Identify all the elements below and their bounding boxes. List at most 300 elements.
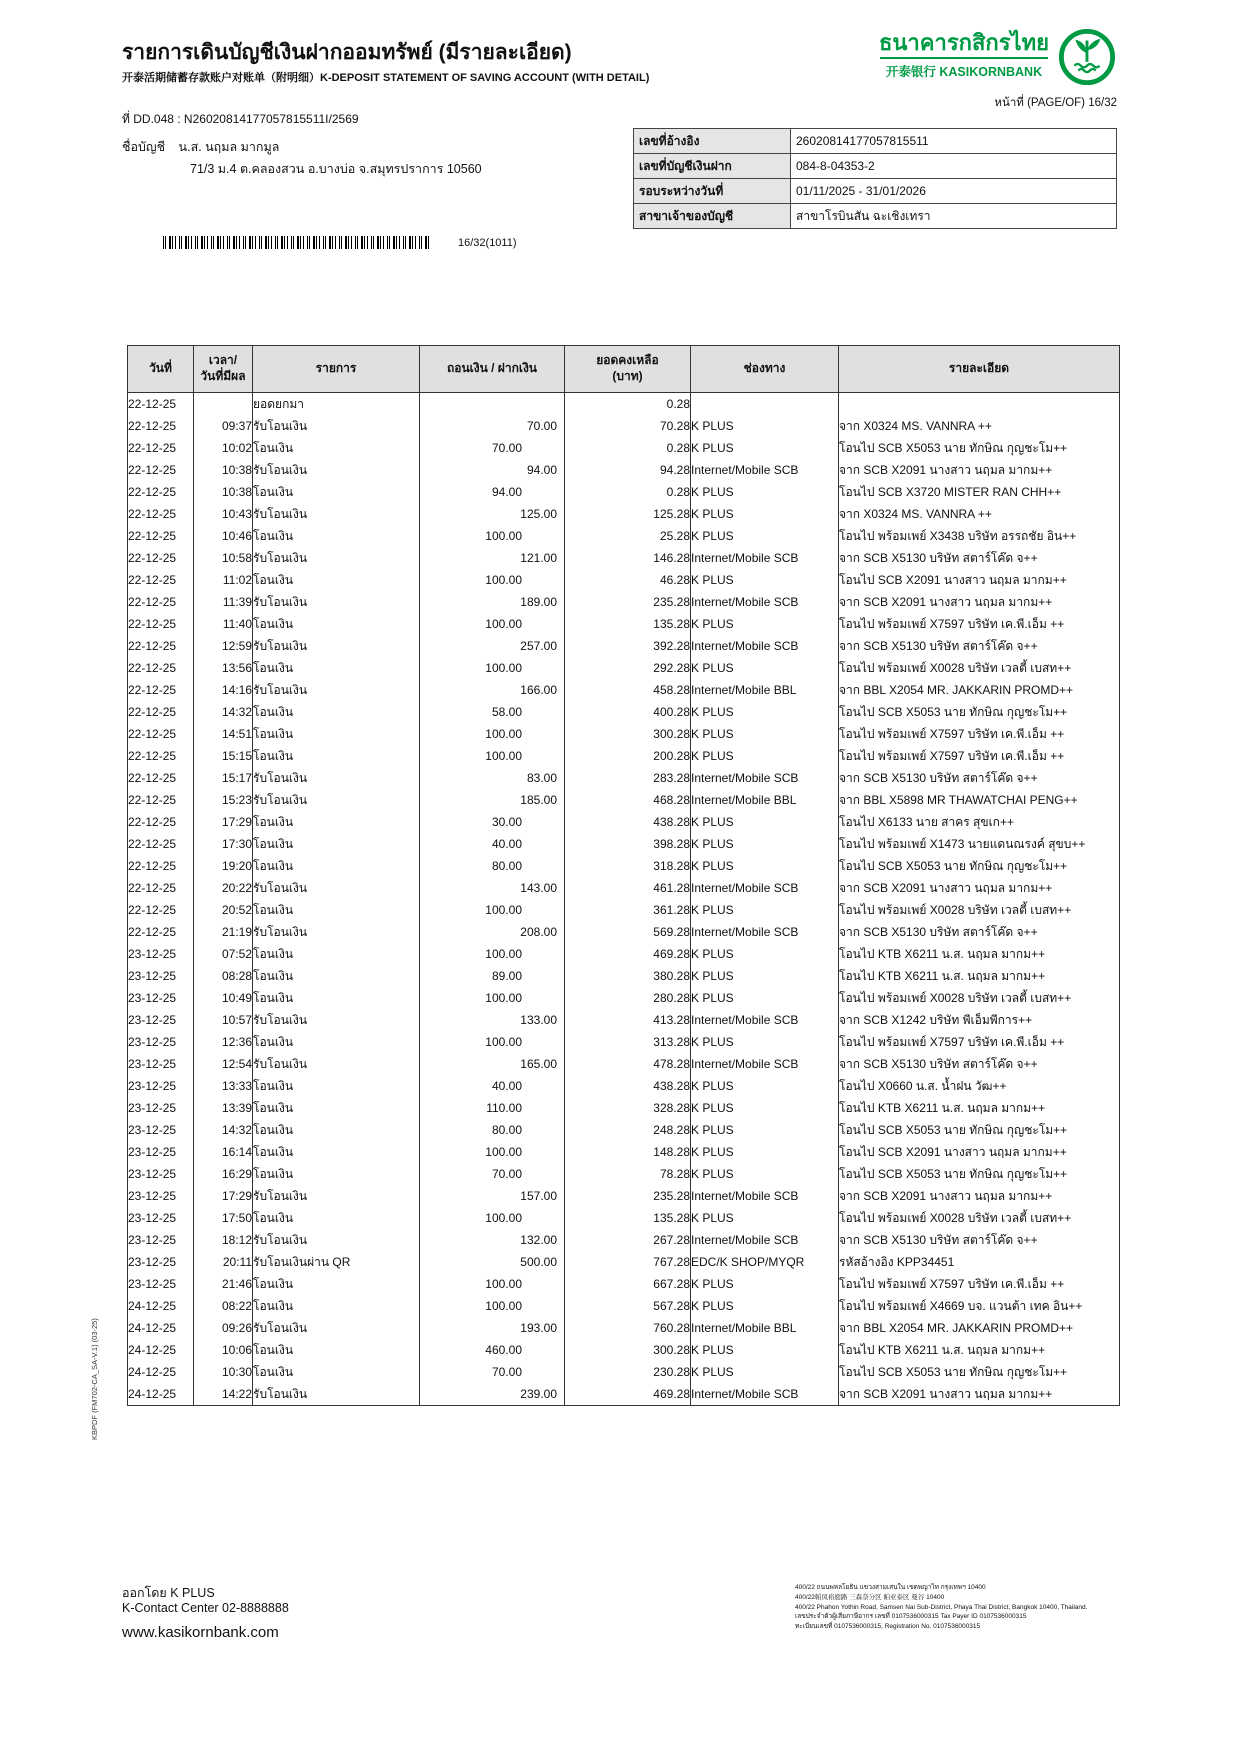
transaction-type: รับโอนเงิน	[253, 1009, 420, 1031]
transaction-detail: จาก SCB X2091 นางสาว นฤมล มากม++	[839, 1383, 1120, 1406]
transaction-row	[128, 657, 1120, 679]
deposit-amount: 189.00	[520, 595, 557, 609]
withdrawal-amount: 100.00	[485, 661, 522, 675]
transaction-date: 22-12-25	[128, 899, 194, 921]
transaction-time: 15:23	[194, 789, 253, 811]
account-name-value: น.ส. นฤมล มากมูล	[178, 140, 280, 154]
transaction-balance: 438.28	[565, 811, 691, 833]
transaction-row	[128, 1053, 1120, 1075]
transaction-amount	[420, 833, 565, 855]
contact-center-text: K-Contact Center 02-8888888	[122, 1601, 289, 1615]
transaction-date: 22-12-25	[128, 459, 194, 481]
transaction-amount	[420, 1273, 565, 1295]
transaction-detail: จาก SCB X5130 บริษัท สตาร์โค๊ด จ++	[839, 921, 1120, 943]
transaction-amount	[420, 547, 565, 569]
account-info-row	[634, 179, 1117, 204]
withdrawal-amount: 100.00	[485, 1035, 522, 1049]
bank-address-line: 400/22 ถนนพหลโยธิน แขวงสามเสนใน เขตพญาไท กรุงเทพฯ 10400	[795, 1584, 986, 1591]
transactions-table	[127, 345, 1120, 1406]
withdrawal-amount: 94.00	[491, 485, 522, 499]
transaction-channel: Internet/Mobile BBL	[691, 679, 839, 701]
transaction-channel: K PLUS	[691, 569, 839, 591]
withdrawal-amount: 70.00	[491, 441, 522, 455]
transaction-detail: จาก BBL X2054 MR. JAKKARIN PROMD++	[839, 679, 1120, 701]
transaction-type: โอนเงิน	[253, 1163, 420, 1185]
transaction-detail: โอนไป พร้อมเพย์ X0028 บริษัท เวลตี้ เบสท++	[839, 1207, 1120, 1229]
transaction-balance: 667.28	[565, 1273, 691, 1295]
transaction-balance: 392.28	[565, 635, 691, 657]
transaction-amount	[420, 1295, 565, 1317]
transaction-row	[128, 833, 1120, 855]
transaction-type: โอนเงิน	[253, 855, 420, 877]
transaction-channel: Internet/Mobile SCB	[691, 1053, 839, 1075]
transaction-type: โอนเงิน	[253, 701, 420, 723]
transaction-balance: 478.28	[565, 1053, 691, 1075]
withdrawal-amount: 100.00	[485, 1145, 522, 1159]
transaction-type: รับโอนเงิน	[253, 459, 420, 481]
transaction-row	[128, 1273, 1120, 1295]
transaction-channel: K PLUS	[691, 1075, 839, 1097]
transaction-channel: Internet/Mobile SCB	[691, 921, 839, 943]
transaction-row	[128, 877, 1120, 899]
transaction-detail: จาก SCB X2091 นางสาว นฤมล มากม++	[839, 877, 1120, 899]
transaction-detail: จาก BBL X5898 MR THAWATCHAI PENG++	[839, 789, 1120, 811]
deposit-amount: 239.00	[520, 1387, 557, 1401]
transaction-channel: Internet/Mobile SCB	[691, 547, 839, 569]
bank-address-line: 400/22帕凤裕庭路 三森奈分区 帕亚泰区 曼谷 10400	[795, 1593, 945, 1601]
transaction-row	[128, 811, 1120, 833]
deposit-amount: 70.00	[526, 419, 557, 433]
transaction-type: โอนเงิน	[253, 1207, 420, 1229]
info-label: เลขที่บัญชีเงินฝาก	[634, 154, 791, 179]
transaction-time: 09:37	[194, 415, 253, 437]
transaction-type: รับโอนเงิน	[253, 767, 420, 789]
transaction-detail: จาก SCB X5130 บริษัท สตาร์โค๊ด จ++	[839, 1053, 1120, 1075]
transaction-time: 10:02	[194, 437, 253, 459]
transaction-amount	[420, 1339, 565, 1361]
header-balance	[565, 346, 691, 393]
withdrawal-amount: 100.00	[485, 903, 522, 917]
transaction-detail: โอนไป พร้อมเพย์ X0028 บริษัท เวลตี้ เบสท++	[839, 657, 1120, 679]
form-code-vertical-text: KBPDF (FM702-CA_SA-V.1) (03-25)	[90, 1318, 99, 1440]
transaction-time: 10:49	[194, 987, 253, 1009]
document-number: ที่ DD.048 : N26020814177057815511I/2569	[122, 112, 359, 126]
transaction-date: 23-12-25	[128, 1097, 194, 1119]
transaction-detail: จาก SCB X5130 บริษัท สตาร์โค๊ด จ++	[839, 767, 1120, 789]
transaction-channel: K PLUS	[691, 833, 839, 855]
transaction-amount	[420, 855, 565, 877]
withdrawal-amount: 80.00	[491, 859, 522, 873]
transaction-detail: โอนไป พร้อมเพย์ X7597 บริษัท เค.พี.เอ็ม ++	[839, 723, 1120, 745]
transaction-amount	[420, 1185, 565, 1207]
transaction-time: 10:58	[194, 547, 253, 569]
transaction-detail: โอนไป KTB X6211 น.ส. นฤมล มากม++	[839, 1339, 1120, 1361]
transaction-channel: Internet/Mobile SCB	[691, 459, 839, 481]
withdrawal-amount: 40.00	[491, 837, 522, 851]
transaction-channel: K PLUS	[691, 613, 839, 635]
info-value: 01/11/2025 - 31/01/2026	[791, 179, 1117, 204]
withdrawal-amount: 58.00	[491, 705, 522, 719]
transaction-date: 23-12-25	[128, 1251, 194, 1273]
transaction-time: 16:14	[194, 1141, 253, 1163]
info-value: สาขาโรบินสัน ฉะเชิงเทรา	[791, 204, 1117, 229]
transaction-time: 14:51	[194, 723, 253, 745]
transaction-amount	[420, 1075, 565, 1097]
transaction-date: 22-12-25	[128, 811, 194, 833]
transaction-time: 18:12	[194, 1229, 253, 1251]
transaction-time: 14:32	[194, 701, 253, 723]
transaction-row	[128, 899, 1120, 921]
transaction-balance: 25.28	[565, 525, 691, 547]
transaction-amount	[420, 481, 565, 503]
transaction-detail: จาก SCB X2091 นางสาว นฤมล มากม++	[839, 459, 1120, 481]
transaction-balance: 230.28	[565, 1361, 691, 1383]
transaction-time: 14:16	[194, 679, 253, 701]
deposit-amount: 125.00	[520, 507, 557, 521]
transaction-date: 23-12-25	[128, 1119, 194, 1141]
transaction-type: รับโอนเงินผ่าน QR	[253, 1251, 420, 1273]
transaction-type: โอนเงิน	[253, 1273, 420, 1295]
transaction-row	[128, 613, 1120, 635]
transaction-channel: Internet/Mobile SCB	[691, 591, 839, 613]
deposit-amount: 143.00	[520, 881, 557, 895]
transaction-amount	[420, 965, 565, 987]
transaction-amount	[420, 767, 565, 789]
transaction-time: 10:30	[194, 1361, 253, 1383]
transaction-time: 13:39	[194, 1097, 253, 1119]
transaction-amount	[420, 1361, 565, 1383]
transaction-balance: 469.28	[565, 1383, 691, 1406]
transaction-balance: 78.28	[565, 1163, 691, 1185]
transaction-balance: 70.28	[565, 415, 691, 437]
transaction-detail: โอนไป KTB X6211 น.ส. นฤมล มากม++	[839, 943, 1120, 965]
transaction-time: 14:22	[194, 1383, 253, 1406]
transaction-balance: 283.28	[565, 767, 691, 789]
transaction-date: 23-12-25	[128, 1273, 194, 1295]
transaction-row	[128, 1141, 1120, 1163]
transaction-balance: 567.28	[565, 1295, 691, 1317]
transaction-time: 15:15	[194, 745, 253, 767]
transaction-date: 22-12-25	[128, 921, 194, 943]
transaction-detail: โอนไป พร้อมเพย์ X7597 บริษัท เค.พี.เอ็ม ++	[839, 745, 1120, 767]
bank-name-thai: ธนาคารกสิกรไทย	[878, 30, 1050, 55]
transaction-detail: โอนไป พร้อมเพย์ X0028 บริษัท เวลตี้ เบสท++	[839, 899, 1120, 921]
transaction-amount	[420, 437, 565, 459]
transaction-balance: 0.28	[565, 393, 691, 416]
transaction-time: 12:59	[194, 635, 253, 657]
header-time-line2: วันที่มีผล	[200, 369, 246, 383]
transaction-amount	[420, 1207, 565, 1229]
transaction-date: 22-12-25	[128, 701, 194, 723]
transaction-date: 23-12-25	[128, 1229, 194, 1251]
transaction-type: โอนเงิน	[253, 811, 420, 833]
transaction-detail: จาก SCB X2091 นางสาว นฤมล มากม++	[839, 1185, 1120, 1207]
transaction-detail: โอนไป X6133 นาย สาคร สุขเก++	[839, 811, 1120, 833]
transaction-row	[128, 481, 1120, 503]
info-value: 26020814177057815511	[791, 129, 1117, 154]
header-channel: ช่องทาง	[691, 346, 839, 393]
transaction-detail: โอนไป SCB X5053 นาย ทักษิณ กุญชะโม++	[839, 1163, 1120, 1185]
transaction-type: โอนเงิน	[253, 657, 420, 679]
transaction-date: 22-12-25	[128, 613, 194, 635]
transaction-type: โอนเงิน	[253, 437, 420, 459]
transaction-time: 10:38	[194, 481, 253, 503]
transaction-type: โอนเงิน	[253, 569, 420, 591]
barcode	[163, 236, 431, 249]
transaction-row	[128, 569, 1120, 591]
transaction-amount	[420, 525, 565, 547]
transaction-date: 22-12-25	[128, 393, 194, 416]
withdrawal-amount: 40.00	[491, 1079, 522, 1093]
transaction-detail: จาก SCB X5130 บริษัท สตาร์โค๊ด จ++	[839, 635, 1120, 657]
page-subtitle: 开泰活期储蓄存款账户对账单（附明细）K-DEPOSIT STATEMENT OF SAVING ACCOUNT (WITH DETAIL)	[122, 72, 650, 84]
transaction-date: 23-12-25	[128, 1163, 194, 1185]
transaction-balance: 469.28	[565, 943, 691, 965]
transaction-time: 10:38	[194, 459, 253, 481]
info-label: สาขาเจ้าของบัญชี	[634, 204, 791, 229]
transaction-detail: โอนไป พร้อมเพย์ X1473 นายแดนณรงค์ สุขบ++	[839, 833, 1120, 855]
withdrawal-amount: 110.00	[486, 1101, 522, 1115]
transaction-row	[128, 1097, 1120, 1119]
transaction-date: 22-12-25	[128, 591, 194, 613]
transaction-type: รับโอนเงิน	[253, 877, 420, 899]
transaction-time: 20:52	[194, 899, 253, 921]
transaction-balance: 135.28	[565, 1207, 691, 1229]
transaction-detail: จาก SCB X5130 บริษัท สตาร์โค๊ด จ++	[839, 1229, 1120, 1251]
transaction-row	[128, 1361, 1120, 1383]
transaction-detail: โอนไป KTB X6211 น.ส. นฤมล มากม++	[839, 1097, 1120, 1119]
transaction-amount	[420, 415, 565, 437]
transaction-type: โอนเงิน	[253, 1075, 420, 1097]
transaction-amount	[420, 877, 565, 899]
transaction-amount	[420, 1229, 565, 1251]
transaction-amount	[420, 987, 565, 1009]
transaction-amount	[420, 1097, 565, 1119]
transaction-channel: K PLUS	[691, 481, 839, 503]
transaction-time: 15:17	[194, 767, 253, 789]
transaction-type: โอนเงิน	[253, 1295, 420, 1317]
transaction-row	[128, 965, 1120, 987]
transaction-channel: K PLUS	[691, 1141, 839, 1163]
transaction-date: 23-12-25	[128, 1141, 194, 1163]
bank-logo-text	[878, 31, 1050, 80]
transaction-detail: โอนไป พร้อมเพย์ X4669 บจ. แวนต้า เทค อิน++	[839, 1295, 1120, 1317]
transaction-date: 22-12-25	[128, 745, 194, 767]
transaction-amount	[420, 943, 565, 965]
transaction-row	[128, 1031, 1120, 1053]
transaction-date: 23-12-25	[128, 1031, 194, 1053]
transaction-detail: จาก SCB X5130 บริษัท สตาร์โค๊ด จ++	[839, 547, 1120, 569]
transaction-detail: จาก X0324 MS. VANNRA ++	[839, 503, 1120, 525]
transaction-row	[128, 1119, 1120, 1141]
transaction-row	[128, 635, 1120, 657]
transaction-channel: Internet/Mobile SCB	[691, 1229, 839, 1251]
transaction-amount	[420, 503, 565, 525]
transaction-balance: 0.28	[565, 481, 691, 503]
info-value: 084-8-04353-2	[791, 154, 1117, 179]
transaction-channel: K PLUS	[691, 965, 839, 987]
transaction-channel: K PLUS	[691, 1273, 839, 1295]
withdrawal-amount: 100.00	[485, 947, 522, 961]
transaction-channel: K PLUS	[691, 1163, 839, 1185]
transaction-balance: 280.28	[565, 987, 691, 1009]
account-name-line	[122, 137, 279, 157]
transaction-channel: K PLUS	[691, 1097, 839, 1119]
transaction-row	[128, 943, 1120, 965]
transaction-date: 23-12-25	[128, 1009, 194, 1031]
transaction-time: 08:28	[194, 965, 253, 987]
transaction-channel: K PLUS	[691, 1031, 839, 1053]
transaction-type: รับโอนเงิน	[253, 1383, 420, 1406]
header-balance-line1: ยอดคงเหลือ	[596, 353, 659, 368]
transaction-amount	[420, 613, 565, 635]
transaction-amount	[420, 1053, 565, 1075]
transaction-detail: โอนไป พร้อมเพย์ X7597 บริษัท เค.พี.เอ็ม ++	[839, 1031, 1120, 1053]
transaction-date: 23-12-25	[128, 987, 194, 1009]
transaction-channel: Internet/Mobile SCB	[691, 767, 839, 789]
transaction-date: 24-12-25	[128, 1295, 194, 1317]
transaction-time: 11:39	[194, 591, 253, 613]
transaction-channel: K PLUS	[691, 811, 839, 833]
deposit-amount: 193.00	[520, 1321, 557, 1335]
withdrawal-amount: 100.00	[485, 573, 522, 587]
transaction-channel: K PLUS	[691, 987, 839, 1009]
transaction-balance: 398.28	[565, 833, 691, 855]
bank-address-line: เลขประจำตัวผู้เสียภาษีอากร เลขที่ 0107536000315 Tax Payer ID 0107536000315	[795, 1613, 1027, 1621]
page-title: รายการเดินบัญชีเงินฝากออมทรัพย์ (มีรายละเอียด)	[122, 41, 572, 64]
transaction-channel: K PLUS	[691, 657, 839, 679]
header-item: รายการ	[253, 346, 420, 393]
transaction-date: 22-12-25	[128, 635, 194, 657]
transaction-date: 22-12-25	[128, 789, 194, 811]
transaction-time: 21:19	[194, 921, 253, 943]
transaction-time: 14:32	[194, 1119, 253, 1141]
withdrawal-amount: 80.00	[491, 1123, 522, 1137]
transaction-row	[128, 1383, 1120, 1406]
transaction-amount	[420, 1009, 565, 1031]
transaction-type: โอนเงิน	[253, 965, 420, 987]
transaction-row	[128, 789, 1120, 811]
transaction-row	[128, 393, 1120, 416]
transaction-row	[128, 1185, 1120, 1207]
bank-address-line: ทะเบียนเลขที่ 0107536000315, Registration No. 0107536000315	[795, 1623, 981, 1630]
transaction-row	[128, 1339, 1120, 1361]
transaction-channel: K PLUS	[691, 855, 839, 877]
transactions-header-row	[128, 346, 1120, 393]
transaction-balance: 438.28	[565, 1075, 691, 1097]
transaction-row	[128, 415, 1120, 437]
transaction-detail: โอนไป พร้อมเพย์ X3438 บริษัท อรรถชัย อิน++	[839, 525, 1120, 547]
bank-name-intl: 开泰银行 KASIKORNBANK	[885, 65, 1043, 80]
transaction-date: 22-12-25	[128, 767, 194, 789]
transaction-channel: Internet/Mobile SCB	[691, 1383, 839, 1406]
transaction-date: 23-12-25	[128, 965, 194, 987]
transaction-date: 22-12-25	[128, 723, 194, 745]
transaction-time: 20:11	[194, 1251, 253, 1273]
transaction-time: 08:22	[194, 1295, 253, 1317]
transaction-type: รับโอนเงิน	[253, 547, 420, 569]
transaction-date: 24-12-25	[128, 1317, 194, 1339]
withdrawal-amount: 100.00	[485, 529, 522, 543]
transaction-time	[194, 393, 253, 416]
transaction-row	[128, 437, 1120, 459]
transaction-balance: 328.28	[565, 1097, 691, 1119]
transaction-amount	[420, 657, 565, 679]
page-number	[817, 94, 1117, 112]
transaction-amount	[420, 1251, 565, 1273]
transaction-channel: K PLUS	[691, 1119, 839, 1141]
transaction-time: 10:57	[194, 1009, 253, 1031]
transaction-channel: Internet/Mobile BBL	[691, 1317, 839, 1339]
transaction-row	[128, 1229, 1120, 1251]
transaction-detail: โอนไป SCB X5053 นาย ทักษิณ กุญชะโม++	[839, 437, 1120, 459]
transaction-time: 20:22	[194, 877, 253, 899]
deposit-amount: 121.00	[520, 551, 557, 565]
deposit-amount: 208.00	[520, 925, 557, 939]
deposit-amount: 157.00	[520, 1189, 557, 1203]
transaction-amount	[420, 701, 565, 723]
transaction-row	[128, 987, 1120, 1009]
transaction-time: 17:50	[194, 1207, 253, 1229]
transaction-amount	[420, 1141, 565, 1163]
transaction-detail: จาก SCB X1242 บริษัท พีเอ็มพีการ++	[839, 1009, 1120, 1031]
transaction-detail: โอนไป KTB X6211 น.ส. นฤมล มากม++	[839, 965, 1120, 987]
transaction-row	[128, 1207, 1120, 1229]
transaction-amount	[420, 789, 565, 811]
transaction-type: โอนเงิน	[253, 987, 420, 1009]
withdrawal-amount: 100.00	[485, 727, 522, 741]
transaction-row	[128, 1295, 1120, 1317]
deposit-amount: 94.00	[526, 463, 557, 477]
transaction-date: 22-12-25	[128, 679, 194, 701]
transaction-row	[128, 525, 1120, 547]
transaction-balance: 148.28	[565, 1141, 691, 1163]
transaction-date: 23-12-25	[128, 1053, 194, 1075]
transaction-detail: โอนไป SCB X3720 MISTER RAN CHH++	[839, 481, 1120, 503]
transaction-channel: K PLUS	[691, 1295, 839, 1317]
transaction-balance: 569.28	[565, 921, 691, 943]
header-balance-line2: (บาท)	[612, 369, 643, 383]
transaction-type: โอนเงิน	[253, 481, 420, 503]
transaction-amount	[420, 591, 565, 613]
account-info-table	[633, 128, 1117, 229]
transaction-date: 24-12-25	[128, 1383, 194, 1406]
transaction-channel: K PLUS	[691, 701, 839, 723]
transaction-date: 23-12-25	[128, 943, 194, 965]
transaction-balance: 468.28	[565, 789, 691, 811]
transaction-detail: จาก BBL X2054 MR. JAKKARIN PROMD++	[839, 1317, 1120, 1339]
transaction-channel: Internet/Mobile SCB	[691, 635, 839, 657]
transaction-date: 22-12-25	[128, 525, 194, 547]
withdrawal-amount: 100.00	[485, 991, 522, 1005]
transaction-row	[128, 723, 1120, 745]
transaction-date: 22-12-25	[128, 877, 194, 899]
transaction-type: โอนเงิน	[253, 1097, 420, 1119]
transaction-amount	[420, 811, 565, 833]
issued-by-text: ออกโดย K PLUS	[122, 1586, 215, 1600]
transaction-row	[128, 1009, 1120, 1031]
withdrawal-amount: 100.00	[485, 1211, 522, 1225]
account-info-row	[634, 129, 1117, 154]
transaction-amount	[420, 1119, 565, 1141]
transaction-type: รับโอนเงิน	[253, 789, 420, 811]
transaction-row	[128, 679, 1120, 701]
deposit-amount: 166.00	[520, 683, 557, 697]
transaction-time: 13:56	[194, 657, 253, 679]
transaction-type: รับโอนเงิน	[253, 679, 420, 701]
barcode-text: 16/32(1011)	[458, 237, 517, 249]
transaction-time: 07:52	[194, 943, 253, 965]
